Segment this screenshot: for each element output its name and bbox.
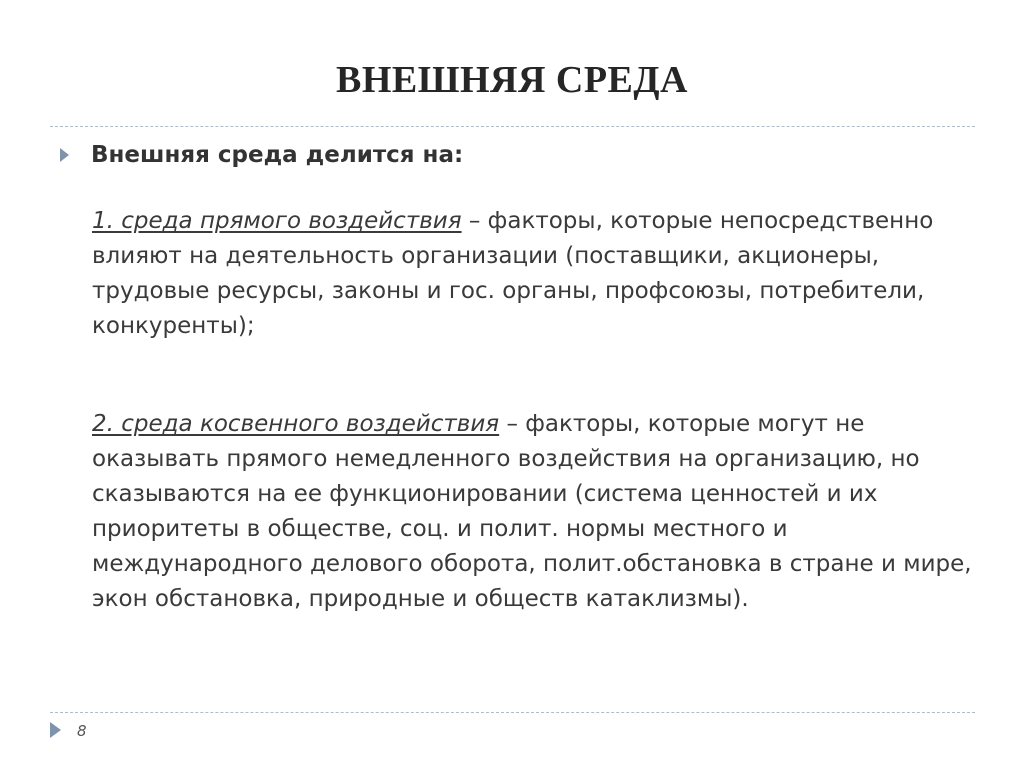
definition-indirect-impact: – факторы, которые могут не оказывать прямого немедленного воздействия на организацию, но сказываются на ее функционировании (система ценностей и их приоритеты в обществе, соц. и полит. нормы местного и международного делового оборота, полит.обстановка в стране и мире, экон обстановка, природные и обществ катаклизмы). [92,411,972,612]
definition-direct-impact: – факторы, которые непосредственно влияют на деятельность организации (поставщики, акционеры, трудовые ресурсы, законы и гос. органы, профсоюзы, потребители, конкуренты); [92,208,934,339]
triangle-bullet-icon [60,148,69,162]
term-direct-impact: 1. среда прямого воздействия [92,208,462,234]
section-heading: Внешняя среда делится на: [91,142,464,168]
term-indirect-impact: 2. среда косвенного воздействия [92,411,500,437]
paragraph-indirect-impact [92,407,972,617]
bullet-row [60,142,463,168]
triangle-footer-icon [50,722,61,738]
page-number: 8 [77,722,87,740]
bottom-divider [50,712,975,713]
top-divider [50,126,975,127]
paragraph-direct-impact [92,204,972,344]
slide-title: ВНЕШНЯЯ СРЕДА [335,59,688,101]
